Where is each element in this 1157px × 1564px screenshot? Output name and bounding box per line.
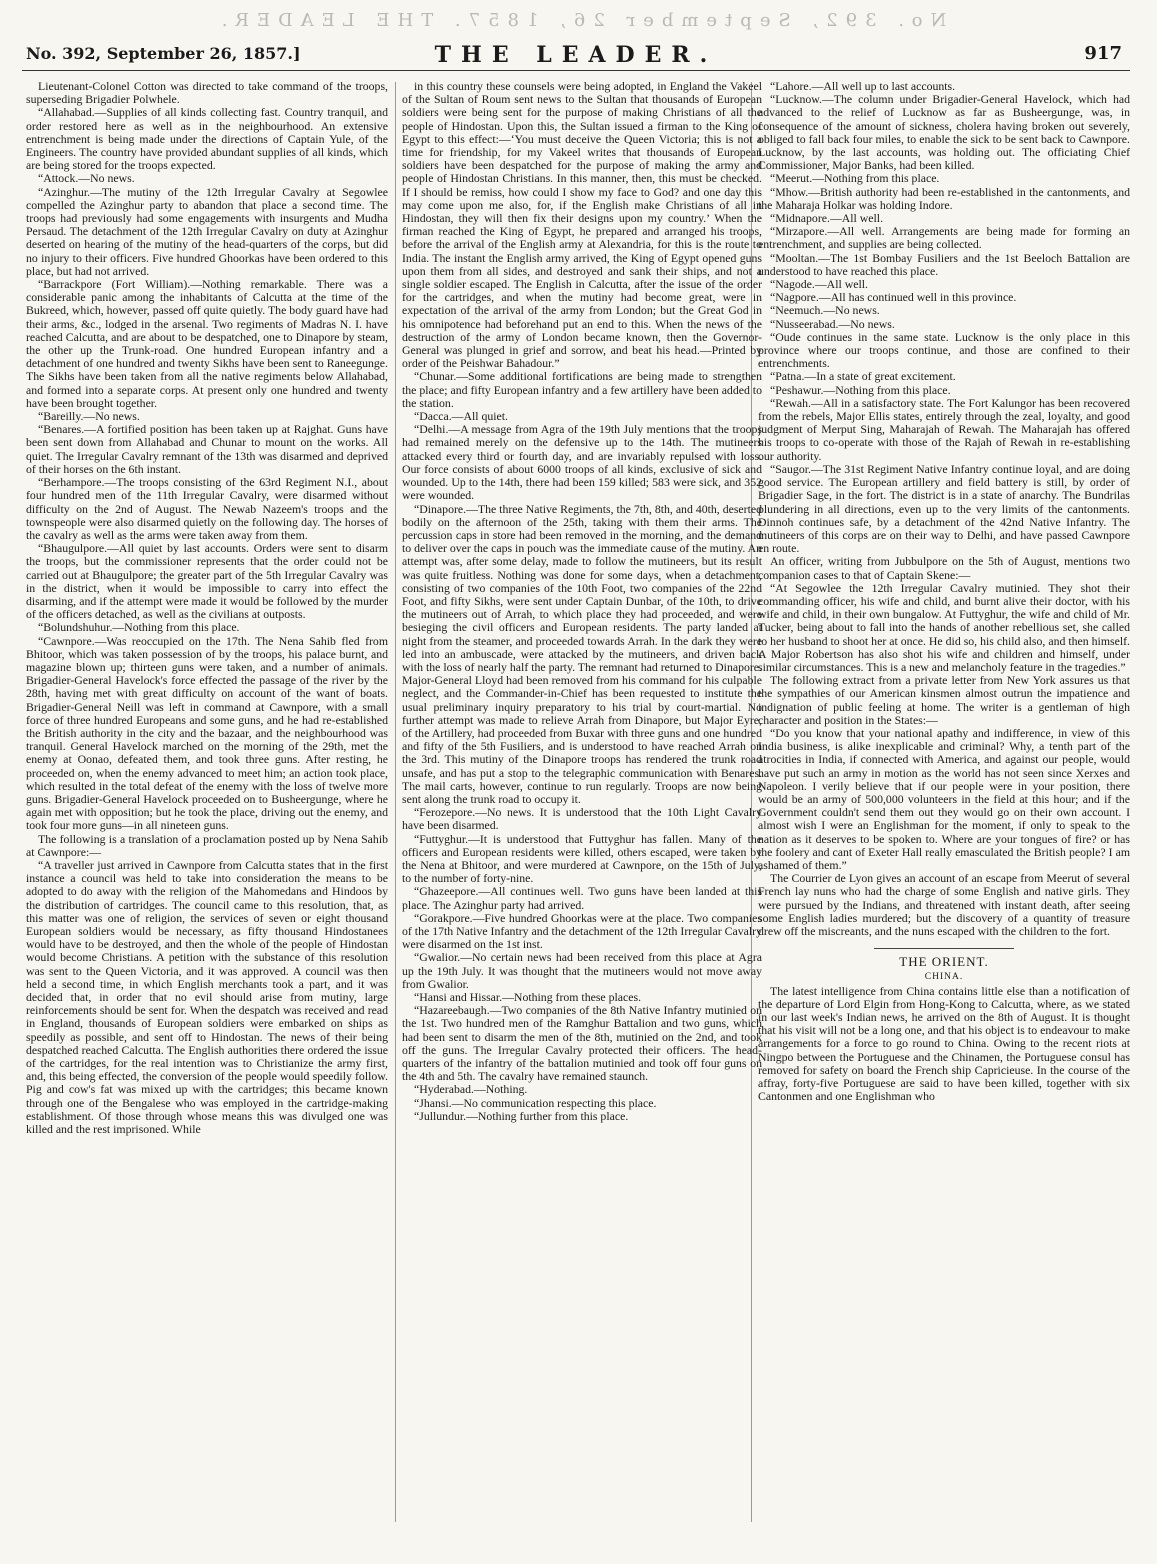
paragraph: “Nagpore.—All has continued well in this province. [770, 290, 1017, 305]
column-rule-1 [395, 82, 396, 1522]
paragraph: “Do you know that your national apathy and indifference, in view of this India business, is alike inexplicable and criminal? Why, a tenth part of the atrocities in India, if connected with America, and against our people, would have put such an army in motion as the world has not seen since Xerxes and Napoleon. I verily believe that if our people were in your position, there would be an army of 500,000 volunteers in the field at this hour; and if the Government couldn't send them out they would go on their own account. I almost wish I were an Englishman for the moment, if only to speak to the nation as it deserves to be spoken to. Where are your tongues of fire? or has the foolery and cant of Exeter Hall really emasculated the British people? I am ashamed of them.” [758, 725, 1130, 872]
paragraph: “Lucknow.—The column under Brigadier-General Havelock, which had advanced to the relief of Lucknow as far as Busheergunge, was, in consequence of the amount of sickness, cholera having broken out severely, obliged to fall back four miles, to enable the sick to be sent back to Cawnpore. Lucknow, by the last accounts, was holding out. The officiating Chief Commissioner, Major Banks, had been killed. [758, 92, 1130, 173]
paragraph: “Cawnpore.—Was reoccupied on the 17th. The Nena Sahib fled from Bhitoor, which was taken possession of by the troops, his palace burnt, and magazine blown up; thirteen guns were taken, and a number of animals. Brigadier-General Havelock's force effected the passage of the river by the 28th, having met with great difficulty on account of the want of boats. Brigadier-General Neill was left in command at Cawnpore, with a small force of three hundred Europeans and some guns, and he had re-established the British authority in the city and the bazaar, and the neighbourhood was tranquil. General Havelock marched on the morning of the 29th, met the enemy at Oonao, defeated them, and took three guns. After resting, he proceeded on, when the enemy advanced to meet him; an action took place, which resulted in the total defeat of the enemy with the loss of twelve more guns. Brigadier-General Havelock proceeded on to Busheergunge, where he again met with opposition; but he took the place, driving out the enemy, and took four more guns—in all nineteen guns. [26, 633, 388, 833]
paragraph: The latest intelligence from China contains little else than a notification of the departure of Lord Elgin from Hong-Kong to Calcutta, where, as we stated in our last week's Indian news, he arrived on the 8th of August. It is thought that his visit will not be a long one, and that his object is to endeavour to make arrangements for a force to go round to China. Owing to the recent riots at Ningpo between the Portuguese and the Chinamen, the Portuguese consul has removed for safety on board the French ship Capricieuse. In the course of the affray, forty-five Portuguese are said to have been killed, together with six Cantonmen and one Englishman who [758, 983, 1130, 1104]
paragraph: The following extract from a private letter from New York assures us that the sympathies of our American kinsmen almost outrun the impatience and indignation of public feeling at home. The writer is a gentleman of high character and position in the States:— [758, 673, 1130, 727]
paragraph: The Courrier de Lyon gives an account of an escape from Meerut of several French lay nuns who had the charge of some English and native girls. They were pursued by the Indians, and threatened with instant death, after seeing some English ladies murdered; but the discovery of a quantity of treasure drew off the miscreants, and the nuns escaped with the children to the fort. [758, 871, 1130, 938]
paragraph: “Allahabad.—Supplies of all kinds collecting fast. Country tranquil, and order restored here as well as in the neighbourhood. An extensive entrenchment is being made under the directions of Captain Yule, of the Engineers. The country have provided abundant supplies of all kinds, which are being stored for the troops expected. [26, 105, 388, 173]
section-subtitle: CHINA. [924, 972, 964, 983]
column-3-after [758, 985, 1130, 1104]
paragraph: “Jhansi.—No communication respecting this place. [414, 1095, 657, 1110]
paragraph: “Berhampore.—The troops consisting of the 63rd Regiment N.I., about four hundred men of the 11th Irregular Cavalry, were disarmed without difficulty on the 2nd of August. The Newab Nazeem's troops and the townspeople were also disarmed quietly on the following day. The horses of the cavalry as well as the arms were taken away from them. [26, 475, 388, 542]
paragraph: “Bhaugulpore.—All quiet by last accounts. Orders were sent to disarm the troops, but the commissioner represents that the order could not be carried out at Bhaugulpore; the greater part of the 5th Irregular Cavalry was in the district, when it would be impossible to carry into effect the disarming, and if the attempt were made it would be followed by the murder of the officers detached, as well as the civilians at outposts. [26, 541, 388, 622]
paragraph: Lieutenant-Colonel Cotton was directed to take command of the troops, superseding Brigadier Polwhele. [26, 80, 388, 107]
paragraph: “Peshawur.—Nothing from this place. [770, 382, 951, 397]
paragraph: “Hyderabad.—Nothing. [414, 1082, 528, 1097]
section-divider [874, 948, 1014, 949]
paragraph: “Hazareebaugh.—Two companies of the 8th Native Infantry mutinied on the 1st. Two hundred men of the Ramghur Battalion and two guns, which had been sent to disarm the men of the 8th, mutinied on the 2nd, and took off the guns. The Irregular Cavalry protected their officers. The head-quarters of the infantry of the battalion mutinied and took off four guns on the 4th and 5th. The cavalry have remained staunch. [402, 1003, 762, 1084]
paragraph: The following is a translation of a proclamation posted up by Nena Sahib at Cawnpore:— [26, 831, 388, 859]
paragraph: “Saugor.—The 31st Regiment Native Infantry continue loyal, and are doing good service. The European artillery and field battery is still, by order of Brigadier Sage, in the fort. The district is in a state of anarchy. The Bundrilas plundering in all directions, even up to the very limits of the cantonments. Dinnoh continues safe, by a detachment of the 42nd Native Infantry. The mutineers of this corps are on their way to Delhi, and have passed Cawnpore en route. [758, 461, 1130, 556]
paragraph: “Attock.—No news. [38, 171, 135, 186]
column-3-paragraphs [758, 80, 1130, 938]
paragraph: “Mhow.—British authority had been re-established in the cantonments, and the Maharaja Holkar was holding Indore. [758, 184, 1130, 212]
paragraph: “Bolundshuhur.—Nothing from this place. [38, 620, 240, 635]
paragraph: “Patna.—In a state of great excitement. [770, 369, 956, 384]
paragraph: “Gwalior.—No certain news had been received from this place at Agra up the 19th July. It was thought that the mutineers would not move away from Gwalior. [402, 950, 762, 991]
paragraph: “Nagode.—All well. [770, 277, 868, 292]
paragraph: in this country these counsels were being adopted, in England the Vakeel of the Sultan of Roum sent news to the Sultan that thousands of European soldiers were being sent for the purpose of making Christians of all the people of Hindostan. Upon this, the Sultan issued a firman to the King of Egypt to this effect:—‘You must deceive the Queen Victoria; this is not a time for friendship, for my Vakeel writes that thousands of European soldiers have been despatched for the purpose of making the army and people of Hindostan Christians. In this manner, then, this must be checked. If I should be remiss, how could I show my face to God? and one day this may come upon me also, for, if the English make Christians of all in Hindostan, they will then fix their designs upon my country.’ When the firman reached the King of Egypt, he prepared and arranged his troops, before the arrival of the English army at Alexandria, for this is the route to India. The instant the English army arrived, the King of Egypt opened guns upon them from all sides, and destroyed and sank their ships, and not a single soldier escaped. The English in Calcutta, after the issue of the order for the cartridges, and when the mutiny had become great, were in expectation of the arrival of the army from London; but the Great God in his omnipotence had beforehand put an end to this. When the news of the destruction of the army of London became known, then the Governor-General was plunged in grief and sorrow, and beat his head.—Printed by order of the Peishwar Bahadour.” [402, 80, 762, 371]
newspaper-title: THE LEADER. [434, 42, 718, 68]
paragraph: “Dacca.—All quiet. [414, 409, 509, 424]
paragraph: An officer, writing from Jubbulpore on the 5th of August, mentions two companion cases to that of Captain Skene:— [758, 554, 1130, 582]
paragraph: “A traveller just arrived in Cawnpore from Calcutta states that in the first instance a council was held to take into consideration the means to be adopted to do away with the religion of the Mahomedans and Hindoos by the distribution of cartridges. The council came to this resolution, that, as this matter was one of religion, the services of seven or eight thousand European soldiers would be necessary, as fifty thousand Hindostanees would have to be destroyed, and then the whole of the people of Hindostan would become Christians. A petition with the substance of this resolution was sent to the Queen Victoria, and it was approved. A council was then held a second time, in which English merchants took a part, and it was decided that, in order that no evil should arise from mutiny, large reinforcements should be sent for. When the despatch was received and read in England, thousands of European soldiers were embarked on ships as speedily as possible, and sent off to Hindostan. The news of their being despatched reached Calcutta. The English authorities there ordered the issue of the cartridges, for the real intention was to Christianize the army first, and, this being effected, the conversion of the people would speedily follow. Pig and cow's fat was mixed up with the cartridges; this became known through one of the Bengalese who was employed in the cartridge-making establishment. Of those through whose means this was divulged one was killed and the rest imprisoned. While [26, 857, 388, 1137]
paragraph: “Jullundur.—Nothing further from this place. [414, 1108, 629, 1123]
paragraph: “Mirzapore.—All well. Arrangements are being made for forming an entrenchment, and supplies are being collected. [758, 224, 1130, 252]
paragraph: “Midnapore.—All well. [770, 211, 884, 226]
paragraph: “Bareilly.—No news. [38, 409, 140, 424]
paragraph: “Oude continues in the same state. Lucknow is the only place in this province where our troops continue, and those are confined to their entrenchments. [758, 329, 1130, 371]
paragraph: “Azinghur.—The mutiny of the 12th Irregular Cavalry at Segowlee compelled the Azinghur party to abandon that place a second time. The troops had previously had some engagements with insurgents and Mudha Persaud. The detachment of the 12th Irregular Cavalry on duty at Azinghur deserted on hearing of the mutiny of the head-quarters of the corps, but did no injury to their officers. Five hundred Ghoorkas have been ordered to this place, but had not arrived. [26, 184, 388, 278]
paragraph: “Lahore.—All well up to last accounts. [770, 80, 956, 93]
paragraph: “Gorakpore.—Five hundred Ghoorkas were at the place. Two companies of the 17th Native Infantry and the detachment of the 12th Irregular Cavalry were disarmed on the 1st inst. [402, 910, 762, 952]
paragraph: “Barrackpore (Fort William).—Nothing remarkable. There was a considerable panic among the inhabitants of Calcutta at the time of the Bukreed, which, however, passed off quite quietly. The body guard have had their arms, &c., lodged in the arsenal. Two regiments of Madras N. I. have reached Calcutta, and are about to be despatched, one to Dinapore by steam, the other up the Trunk-road. One hundred European infantry and a detachment of one hundred and twenty Sikhs have been sent to Raneegunge. The Sikhs have been taken from all the native regiments below Allahabad, and formed into a separate corps. At present only one hundred and twenty have been brought together. [26, 277, 388, 410]
paragraph: “Nusseerabad.—No news. [770, 316, 895, 331]
paragraph: “Hansi and Hissar.—Nothing from these places. [414, 990, 642, 1005]
paragraph: “Chunar.—Some additional fortifications are being made to strengthen the place; and fifty European infantry and a few artillery have been added to the station. [402, 369, 762, 410]
column-1 [26, 80, 388, 1530]
paragraph: “Benares.—A fortified position has been taken up at Rajghat. Guns have been sent down from Allahabad and Chunar to mount on the works. All quiet. The Irregular Cavalry remnant of the 13th was disarmed and deprived of their horses on the 6th instant. [26, 422, 388, 476]
section-title: THE ORIENT. [899, 954, 989, 970]
page-number: 917 [1084, 43, 1122, 64]
column-2 [402, 80, 762, 1530]
paragraph: “At Segowlee the 12th Irregular Cavalry mutinied. They shot their commanding officer, his wife and child, and burnt alive their doctor, with his wife and child, in their own bungalow. At Futtyghur, the wife and child of Mr. Tucker, being about to fall into the hands of another rebellious set, she called to her husband to shoot her at once. He did so, his child also, and then himself. A Major Robertson has also shot his wife and children and himself, under similar circumstances. This is a new and melancholy feature in the tragedies.” [758, 580, 1130, 674]
column-3 [758, 80, 1130, 1530]
paragraph: “Ghazeepore.—All continues well. Two guns have been landed at this place. The Azinghur party had arrived. [402, 884, 762, 912]
masthead [22, 40, 1130, 71]
paragraph: “Meerut.—Nothing from this place. [770, 171, 940, 186]
paragraph: “Dinapore.—The three Native Regiments, the 7th, 8th, and 40th, deserted bodily on the afternoon of the 25th, taking with them their arms. The percussion caps in store had been removed in the morning, and the demand to deliver over the caps in pouch was the immediate cause of the mutiny. An attempt was, after some delay, made to follow the mutineers, but its result was quite fruitless. Nothing was done for some days, when a detachment, consisting of two companies of the 10th Foot, two companies of the 22nd Foot, and fifty Sikhs, were sent under Captain Dunbar, of the 10th, to drive the mutineers out of Arrah, to which place they had proceeded, and were besieging the civil officers and European residents. The party landed at night from the steamer, and proceeded towards Arrah. In the dark they were led into an ambuscade, were attacked by the mutineers, and driven back with the loss of nearly half the party. The remnant had returned to Dinapore. Major-General Lloyd had been removed from his command for his culpable neglect, and the Commander-in-Chief has been requested to institute the usual preliminary inquiry preparatory to his trial by court-martial. No further attempt was made to relieve Arrah from Dinapore, but Major Eyre, of the Artillery, had proceeded from Buxar with three guns and one hundred and fifty of the 5th Fusiliers, and is understood to have reached Arrah on the 3rd. This mutiny of the Dinapore troops has rendered the trunk road unsafe, and has put a stop to the telegraphic communication with Benares. The mail carts, however, continue to run regularly. Troops are now being sent along the trunk road to occupy it. [402, 501, 762, 806]
paragraph: “Mooltan.—The 1st Bombay Fusiliers and the 1st Beeloch Battalion are understood to have reached this place. [758, 250, 1130, 278]
issue-date: No. 392, September 26, 1857.] [26, 44, 301, 63]
paragraph: “Delhi.—A message from Agra of the 19th July mentions that the troops had remained merely on the defensive up to the 14th. The mutineers attacked every third or fourth day, and are invariably repulsed with loss. Our force consists of about 6000 troops of all kinds, exclusive of sick and wounded. Up to the 14th, there had been 159 killed; 583 were sick, and 352 were wounded. [402, 422, 762, 503]
paragraph: “Futtyghur.—It is understood that Futtyghur has fallen. Many of the officers and European residents were killed, others escaped, were taken by the Nena at Bhitoor, and were murdered at Cawnpore, on the 15th of July, to the number of forty-nine. [402, 831, 762, 886]
paragraph: “Neemuch.—No news. [770, 303, 880, 318]
section-heading-block [758, 948, 1130, 984]
paragraph: “Rewah.—All in a satisfactory state. The Fort Kalungor has been recovered from the rebels, Major Ellis states, entirely through the zeal, loyalty, and good judgment of Merput Sing, Maharajah of Rewah. The Maharajah has offered his troops to co-operate with those of the Rajah of Rewah in re-establishing our authority. [758, 395, 1130, 463]
paragraph: “Ferozepore.—No news. It is understood that the 10th Light Cavalry have been disarmed. [402, 805, 762, 833]
bleed-through-text: No. 392, September 26, 1857. THE LEADER. [213, 10, 947, 31]
